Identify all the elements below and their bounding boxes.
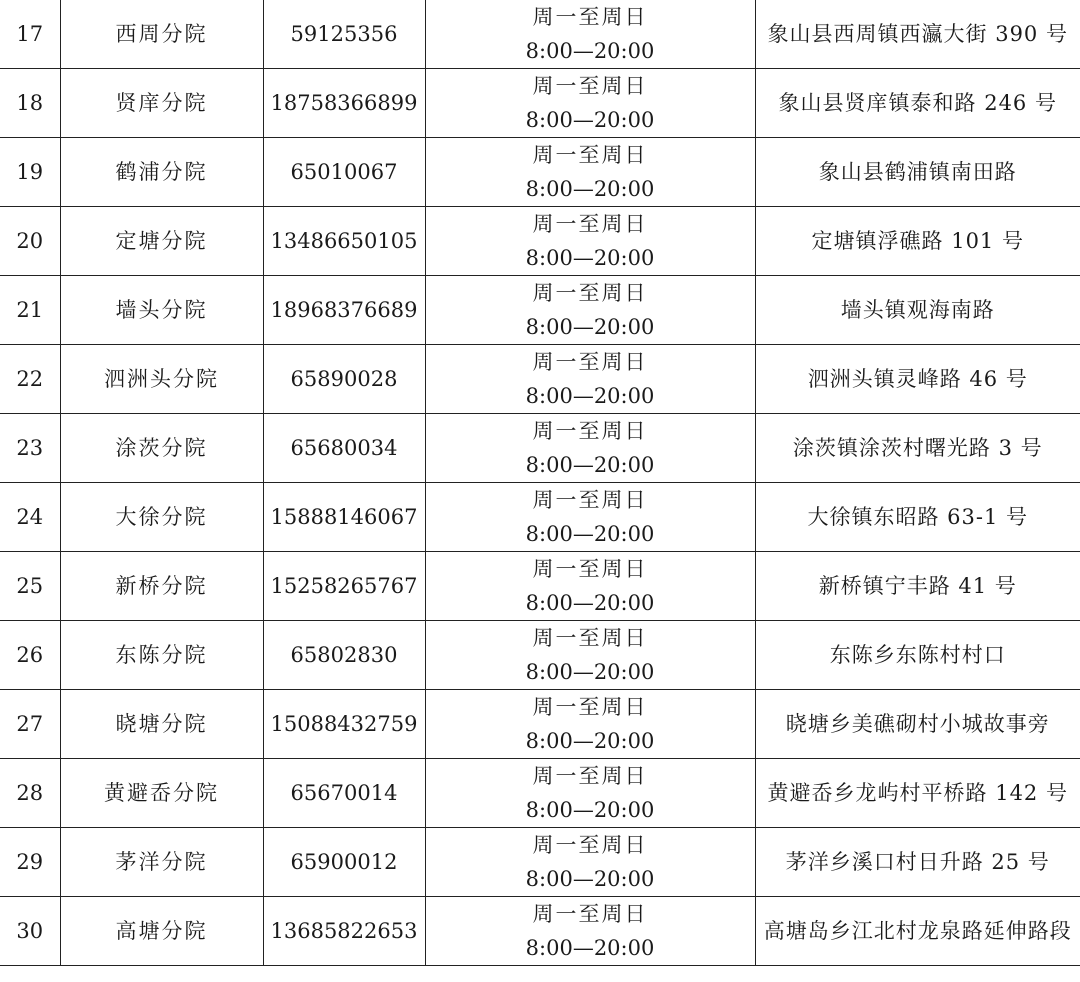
- table-row: [0, 690, 1080, 759]
- hours-days: 周一至周日: [532, 212, 648, 236]
- address-text: 象山县西周镇西瀛大街 390 号: [767, 22, 1068, 46]
- branch-name-text: 西周分院: [115, 22, 208, 46]
- hours-days: 周一至周日: [532, 281, 648, 305]
- address-text: 象山县鹤浦镇南田路: [818, 160, 1017, 184]
- row-number: 27: [0, 690, 60, 759]
- branch-name: [60, 69, 263, 138]
- branch-name-text: 黄避岙分院: [104, 781, 219, 805]
- branch-name: [60, 0, 263, 69]
- phone-number: 13486650105: [263, 207, 425, 276]
- address: [755, 552, 1080, 621]
- phone-number: 15888146067: [263, 483, 425, 552]
- hours-days: 周一至周日: [532, 557, 648, 581]
- branch-name: [60, 621, 263, 690]
- hours-time: 8:00—20:00: [525, 591, 655, 615]
- table-row: [0, 414, 1080, 483]
- address-text: 涂茨镇涂茨村曙光路 3 号: [792, 436, 1043, 460]
- branch-name-text: 鹤浦分院: [115, 160, 208, 184]
- branch-name: [60, 552, 263, 621]
- hours-days: 周一至周日: [532, 488, 648, 512]
- hours-time: 8:00—20:00: [525, 729, 655, 753]
- address: [755, 414, 1080, 483]
- table-row: [0, 0, 1080, 69]
- branch-name: [60, 414, 263, 483]
- table-row: [0, 897, 1080, 966]
- phone-number: 15258265767: [263, 552, 425, 621]
- row-number: 19: [0, 138, 60, 207]
- table-row: [0, 138, 1080, 207]
- address: [755, 483, 1080, 552]
- opening-hours: [425, 621, 755, 690]
- table-row: [0, 483, 1080, 552]
- phone-number: 59125356: [263, 0, 425, 69]
- hours-time: 8:00—20:00: [525, 177, 655, 201]
- opening-hours: [425, 414, 755, 483]
- address-text: 泗洲头镇灵峰路 46 号: [807, 367, 1028, 391]
- hours-time: 8:00—20:00: [525, 936, 655, 960]
- opening-hours: [425, 345, 755, 414]
- row-number: 18: [0, 69, 60, 138]
- opening-hours: [425, 276, 755, 345]
- address: [755, 207, 1080, 276]
- address-text: 象山县贤庠镇泰和路 246 号: [778, 91, 1057, 115]
- branch-name: [60, 276, 263, 345]
- address-text: 东陈乡东陈村村口: [829, 643, 1006, 667]
- hours-time: 8:00—20:00: [525, 108, 655, 132]
- address-text: 茅洋乡溪口村日升路 25 号: [785, 850, 1050, 874]
- row-number: 25: [0, 552, 60, 621]
- branch-name: [60, 483, 263, 552]
- phone-number: 65900012: [263, 828, 425, 897]
- address-text: 大徐镇东昭路 63-1 号: [807, 505, 1029, 529]
- phone-number: 18758366899: [263, 69, 425, 138]
- opening-hours: [425, 759, 755, 828]
- hours-time: 8:00—20:00: [525, 246, 655, 270]
- branch-name-text: 墙头分院: [115, 298, 208, 322]
- opening-hours: [425, 552, 755, 621]
- row-number: 28: [0, 759, 60, 828]
- phone-number: 13685822653: [263, 897, 425, 966]
- address-text: 定塘镇浮礁路 101 号: [811, 229, 1024, 253]
- address: [755, 69, 1080, 138]
- hours-days: 周一至周日: [532, 626, 648, 650]
- hours-days: 周一至周日: [532, 74, 648, 98]
- hours-time: 8:00—20:00: [525, 660, 655, 684]
- branch-name-text: 定塘分院: [115, 229, 208, 253]
- address-text: 晓塘乡美礁砌村小城故事旁: [785, 712, 1050, 736]
- table-row: [0, 207, 1080, 276]
- address: [755, 345, 1080, 414]
- phone-number: 65680034: [263, 414, 425, 483]
- branch-name: [60, 207, 263, 276]
- opening-hours: [425, 138, 755, 207]
- table-row: [0, 69, 1080, 138]
- branch-name-text: 泗洲头分院: [104, 367, 219, 391]
- row-number: 20: [0, 207, 60, 276]
- table-row: [0, 759, 1080, 828]
- row-number: 21: [0, 276, 60, 345]
- hours-days: 周一至周日: [532, 5, 648, 29]
- address-text: 黄避岙乡龙屿村平桥路 142 号: [767, 781, 1068, 805]
- hours-time: 8:00—20:00: [525, 39, 655, 63]
- hours-time: 8:00—20:00: [525, 522, 655, 546]
- table-row: [0, 345, 1080, 414]
- hours-days: 周一至周日: [532, 902, 648, 926]
- hours-days: 周一至周日: [532, 833, 648, 857]
- branch-name: [60, 690, 263, 759]
- branch-name-text: 涂茨分院: [115, 436, 208, 460]
- address: [755, 828, 1080, 897]
- branch-name: [60, 897, 263, 966]
- branch-name-text: 高塘分院: [115, 919, 208, 943]
- hours-time: 8:00—20:00: [525, 798, 655, 822]
- table-row: [0, 828, 1080, 897]
- branch-name: [60, 759, 263, 828]
- branch-name: [60, 138, 263, 207]
- hours-days: 周一至周日: [532, 419, 648, 443]
- hours-days: 周一至周日: [532, 350, 648, 374]
- branch-name-text: 晓塘分院: [115, 712, 208, 736]
- address: [755, 276, 1080, 345]
- phone-number: 65670014: [263, 759, 425, 828]
- hours-time: 8:00—20:00: [525, 315, 655, 339]
- phone-number: 65010067: [263, 138, 425, 207]
- row-number: 26: [0, 621, 60, 690]
- branch-name-text: 贤庠分院: [115, 91, 208, 115]
- address: [755, 138, 1080, 207]
- table-row: [0, 276, 1080, 345]
- row-number: 22: [0, 345, 60, 414]
- branch-name: [60, 345, 263, 414]
- address-text: 墙头镇观海南路: [840, 298, 995, 322]
- row-number: 24: [0, 483, 60, 552]
- row-number: 23: [0, 414, 60, 483]
- row-number: 17: [0, 0, 60, 69]
- phone-number: 65890028: [263, 345, 425, 414]
- row-number: 30: [0, 897, 60, 966]
- address: [755, 759, 1080, 828]
- address-text: 高塘岛乡江北村龙泉路延伸路段: [763, 919, 1072, 943]
- address: [755, 621, 1080, 690]
- address: [755, 897, 1080, 966]
- phone-number: 18968376689: [263, 276, 425, 345]
- hours-time: 8:00—20:00: [525, 867, 655, 891]
- hours-time: 8:00—20:00: [525, 453, 655, 477]
- opening-hours: [425, 0, 755, 69]
- branch-name-text: 东陈分院: [115, 643, 208, 667]
- address: [755, 690, 1080, 759]
- hours-days: 周一至周日: [532, 764, 648, 788]
- branch-name: [60, 828, 263, 897]
- opening-hours: [425, 828, 755, 897]
- table-row: [0, 621, 1080, 690]
- branch-name-text: 新桥分院: [115, 574, 208, 598]
- phone-number: 65802830: [263, 621, 425, 690]
- hours-time: 8:00—20:00: [525, 384, 655, 408]
- row-number: 29: [0, 828, 60, 897]
- opening-hours: [425, 207, 755, 276]
- opening-hours: [425, 897, 755, 966]
- opening-hours: [425, 69, 755, 138]
- branch-name-text: 茅洋分院: [115, 850, 208, 874]
- hours-days: 周一至周日: [532, 143, 648, 167]
- address: [755, 0, 1080, 69]
- phone-number: 15088432759: [263, 690, 425, 759]
- opening-hours: [425, 483, 755, 552]
- table-row: [0, 552, 1080, 621]
- hours-days: 周一至周日: [532, 695, 648, 719]
- address-text: 新桥镇宁丰路 41 号: [818, 574, 1017, 598]
- opening-hours: [425, 690, 755, 759]
- branch-name-text: 大徐分院: [115, 505, 208, 529]
